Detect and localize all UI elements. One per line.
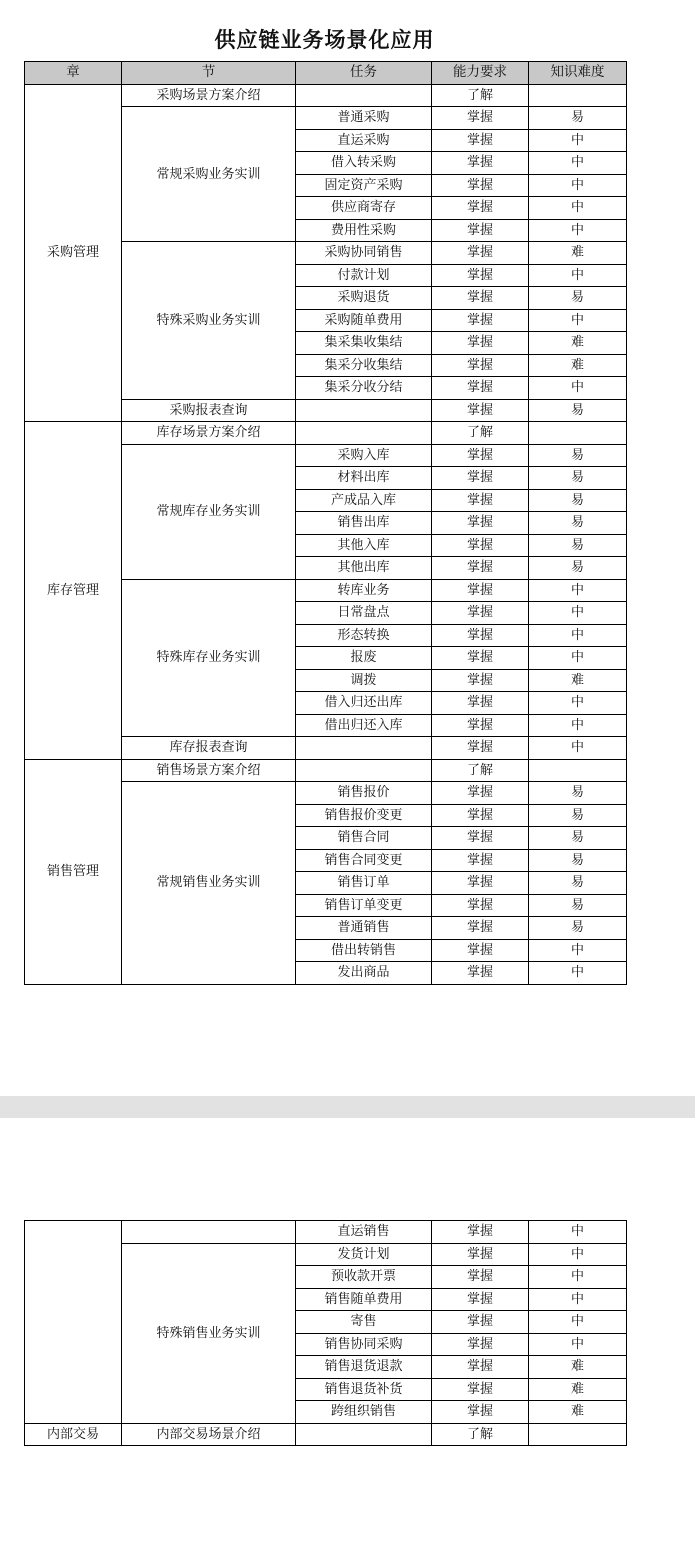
table-row [25, 1423, 627, 1446]
page-break-band [0, 1096, 695, 1118]
task-cell: 普通销售 [296, 917, 432, 940]
task-cell: 采购协同销售 [296, 242, 432, 265]
difficulty-cell: 易 [529, 827, 627, 850]
ability-cell: 掌握 [432, 1378, 529, 1401]
difficulty-cell: 中 [529, 624, 627, 647]
ability-cell: 了解 [432, 1423, 529, 1446]
task-cell: 销售退货补货 [296, 1378, 432, 1401]
section-cell: 常规采购业务实训 [122, 107, 296, 242]
task-cell: 跨组织销售 [296, 1401, 432, 1424]
table-header-row [25, 62, 627, 85]
header-section: 节 [122, 62, 296, 85]
task-cell [296, 737, 432, 760]
header-ability: 能力要求 [432, 62, 529, 85]
ability-cell: 掌握 [432, 737, 529, 760]
ability-cell: 掌握 [432, 692, 529, 715]
section-cell: 特殊销售业务实训 [122, 1243, 296, 1423]
task-cell: 预收款开票 [296, 1266, 432, 1289]
ability-cell: 掌握 [432, 107, 529, 130]
difficulty-cell [529, 84, 627, 107]
difficulty-cell: 中 [529, 602, 627, 625]
difficulty-cell: 易 [529, 804, 627, 827]
ability-cell: 了解 [432, 422, 529, 445]
task-cell: 转库业务 [296, 579, 432, 602]
ability-cell: 掌握 [432, 872, 529, 895]
task-cell [296, 399, 432, 422]
ability-cell: 掌握 [432, 894, 529, 917]
section-cell: 采购场景方案介绍 [122, 84, 296, 107]
ability-cell: 掌握 [432, 467, 529, 490]
course-table-page-2 [24, 1220, 627, 1446]
difficulty-cell: 难 [529, 1356, 627, 1379]
table-row [25, 1221, 627, 1244]
ability-cell: 掌握 [432, 849, 529, 872]
difficulty-cell: 中 [529, 579, 627, 602]
task-cell [296, 422, 432, 445]
task-cell: 调拨 [296, 669, 432, 692]
difficulty-cell: 易 [529, 917, 627, 940]
ability-cell: 掌握 [432, 242, 529, 265]
difficulty-cell [529, 422, 627, 445]
ability-cell: 掌握 [432, 1266, 529, 1289]
difficulty-cell: 易 [529, 534, 627, 557]
difficulty-cell: 中 [529, 152, 627, 175]
ability-cell: 掌握 [432, 1243, 529, 1266]
section-cell: 常规库存业务实训 [122, 444, 296, 579]
ability-cell: 掌握 [432, 129, 529, 152]
task-cell [296, 759, 432, 782]
difficulty-cell: 中 [529, 1333, 627, 1356]
task-cell: 借入转采购 [296, 152, 432, 175]
difficulty-cell: 易 [529, 107, 627, 130]
task-cell: 借出转销售 [296, 939, 432, 962]
difficulty-cell: 难 [529, 669, 627, 692]
difficulty-cell: 中 [529, 174, 627, 197]
difficulty-cell: 易 [529, 467, 627, 490]
task-cell: 其他入库 [296, 534, 432, 557]
section-cell: 特殊采购业务实训 [122, 242, 296, 400]
section-cell: 采购报表查询 [122, 399, 296, 422]
task-cell: 销售协同采购 [296, 1333, 432, 1356]
difficulty-cell: 难 [529, 242, 627, 265]
ability-cell: 掌握 [432, 444, 529, 467]
difficulty-cell: 中 [529, 264, 627, 287]
task-cell: 采购退货 [296, 287, 432, 310]
ability-cell: 掌握 [432, 287, 529, 310]
chapter-cell: 内部交易 [25, 1423, 122, 1446]
task-cell: 寄售 [296, 1311, 432, 1334]
task-cell: 集采集收集结 [296, 332, 432, 355]
task-cell [296, 1423, 432, 1446]
task-cell: 销售合同 [296, 827, 432, 850]
ability-cell: 掌握 [432, 602, 529, 625]
task-cell: 发货计划 [296, 1243, 432, 1266]
ability-cell: 掌握 [432, 332, 529, 355]
task-cell: 其他出库 [296, 557, 432, 580]
ability-cell: 掌握 [432, 1288, 529, 1311]
difficulty-cell: 中 [529, 1288, 627, 1311]
task-cell: 销售订单变更 [296, 894, 432, 917]
task-cell: 采购入库 [296, 444, 432, 467]
difficulty-cell: 易 [529, 557, 627, 580]
difficulty-cell: 中 [529, 692, 627, 715]
difficulty-cell: 中 [529, 962, 627, 985]
difficulty-cell: 难 [529, 354, 627, 377]
task-cell: 费用性采购 [296, 219, 432, 242]
chapter-cell: 采购管理 [25, 84, 122, 422]
ability-cell: 掌握 [432, 174, 529, 197]
difficulty-cell: 易 [529, 894, 627, 917]
ability-cell: 掌握 [432, 1356, 529, 1379]
difficulty-cell: 中 [529, 1266, 627, 1289]
page-title: 供应链业务场景化应用 [214, 28, 435, 52]
difficulty-cell: 中 [529, 1243, 627, 1266]
ability-cell: 掌握 [432, 939, 529, 962]
table-row [25, 759, 627, 782]
difficulty-cell: 中 [529, 129, 627, 152]
ability-cell: 掌握 [432, 827, 529, 850]
section-cell: 常规销售业务实训 [122, 782, 296, 985]
difficulty-cell: 易 [529, 287, 627, 310]
task-cell: 发出商品 [296, 962, 432, 985]
difficulty-cell [529, 759, 627, 782]
difficulty-cell: 难 [529, 332, 627, 355]
task-cell: 销售随单费用 [296, 1288, 432, 1311]
difficulty-cell: 中 [529, 377, 627, 400]
task-cell: 销售合同变更 [296, 849, 432, 872]
section-cell: 销售场景方案介绍 [122, 759, 296, 782]
task-cell: 销售报价 [296, 782, 432, 805]
task-cell: 付款计划 [296, 264, 432, 287]
course-table-page-1 [24, 61, 627, 985]
difficulty-cell: 中 [529, 647, 627, 670]
ability-cell: 掌握 [432, 1333, 529, 1356]
ability-cell: 掌握 [432, 714, 529, 737]
table-row [25, 84, 627, 107]
ability-cell: 掌握 [432, 512, 529, 535]
ability-cell: 掌握 [432, 624, 529, 647]
difficulty-cell: 易 [529, 512, 627, 535]
task-cell [296, 84, 432, 107]
section-cell: 特殊库存业务实训 [122, 579, 296, 737]
ability-cell: 掌握 [432, 804, 529, 827]
task-cell: 固定资产采购 [296, 174, 432, 197]
ability-cell: 掌握 [432, 1221, 529, 1244]
ability-cell: 掌握 [432, 647, 529, 670]
difficulty-cell: 中 [529, 1311, 627, 1334]
ability-cell: 掌握 [432, 782, 529, 805]
task-cell: 普通采购 [296, 107, 432, 130]
task-cell: 销售出库 [296, 512, 432, 535]
difficulty-cell: 易 [529, 782, 627, 805]
difficulty-cell: 易 [529, 849, 627, 872]
difficulty-cell: 易 [529, 444, 627, 467]
header-task: 任务 [296, 62, 432, 85]
ability-cell: 掌握 [432, 219, 529, 242]
ability-cell: 掌握 [432, 309, 529, 332]
difficulty-cell: 难 [529, 1401, 627, 1424]
task-cell: 借出归还入库 [296, 714, 432, 737]
ability-cell: 掌握 [432, 1311, 529, 1334]
ability-cell: 了解 [432, 84, 529, 107]
task-cell: 集采分收集结 [296, 354, 432, 377]
header-difficulty: 知识难度 [529, 62, 627, 85]
ability-cell: 掌握 [432, 197, 529, 220]
ability-cell: 掌握 [432, 264, 529, 287]
ability-cell: 掌握 [432, 669, 529, 692]
difficulty-cell: 中 [529, 737, 627, 760]
ability-cell: 掌握 [432, 152, 529, 175]
task-cell: 材料出库 [296, 467, 432, 490]
task-cell: 直运销售 [296, 1221, 432, 1244]
task-cell: 借入归还出库 [296, 692, 432, 715]
section-cell: 库存场景方案介绍 [122, 422, 296, 445]
task-cell: 日常盘点 [296, 602, 432, 625]
ability-cell: 了解 [432, 759, 529, 782]
difficulty-cell: 易 [529, 399, 627, 422]
ability-cell: 掌握 [432, 377, 529, 400]
chapter-cell: 库存管理 [25, 422, 122, 760]
table-body-page-1 [25, 84, 627, 984]
header-chapter: 章 [25, 62, 122, 85]
difficulty-cell [529, 1423, 627, 1446]
task-cell: 形态转换 [296, 624, 432, 647]
section-cell: 库存报表查询 [122, 737, 296, 760]
difficulty-cell: 中 [529, 939, 627, 962]
task-cell: 集采分收分结 [296, 377, 432, 400]
ability-cell: 掌握 [432, 354, 529, 377]
difficulty-cell: 易 [529, 872, 627, 895]
task-cell: 采购随单费用 [296, 309, 432, 332]
chapter-cell [25, 1221, 122, 1424]
task-cell: 销售退货退款 [296, 1356, 432, 1379]
table-body-page-2 [25, 1221, 627, 1446]
chapter-cell: 销售管理 [25, 759, 122, 984]
task-cell: 直运采购 [296, 129, 432, 152]
section-cell [122, 1221, 296, 1244]
ability-cell: 掌握 [432, 489, 529, 512]
ability-cell: 掌握 [432, 917, 529, 940]
table-row [25, 422, 627, 445]
difficulty-cell: 中 [529, 309, 627, 332]
difficulty-cell: 难 [529, 1378, 627, 1401]
difficulty-cell: 中 [529, 1221, 627, 1244]
ability-cell: 掌握 [432, 557, 529, 580]
ability-cell: 掌握 [432, 1401, 529, 1424]
task-cell: 销售报价变更 [296, 804, 432, 827]
ability-cell: 掌握 [432, 534, 529, 557]
task-cell: 报废 [296, 647, 432, 670]
difficulty-cell: 中 [529, 197, 627, 220]
ability-cell: 掌握 [432, 399, 529, 422]
difficulty-cell: 中 [529, 714, 627, 737]
difficulty-cell: 易 [529, 489, 627, 512]
section-cell: 内部交易场景介绍 [122, 1423, 296, 1446]
difficulty-cell: 中 [529, 219, 627, 242]
ability-cell: 掌握 [432, 962, 529, 985]
task-cell: 销售订单 [296, 872, 432, 895]
ability-cell: 掌握 [432, 579, 529, 602]
task-cell: 产成品入库 [296, 489, 432, 512]
task-cell: 供应商寄存 [296, 197, 432, 220]
